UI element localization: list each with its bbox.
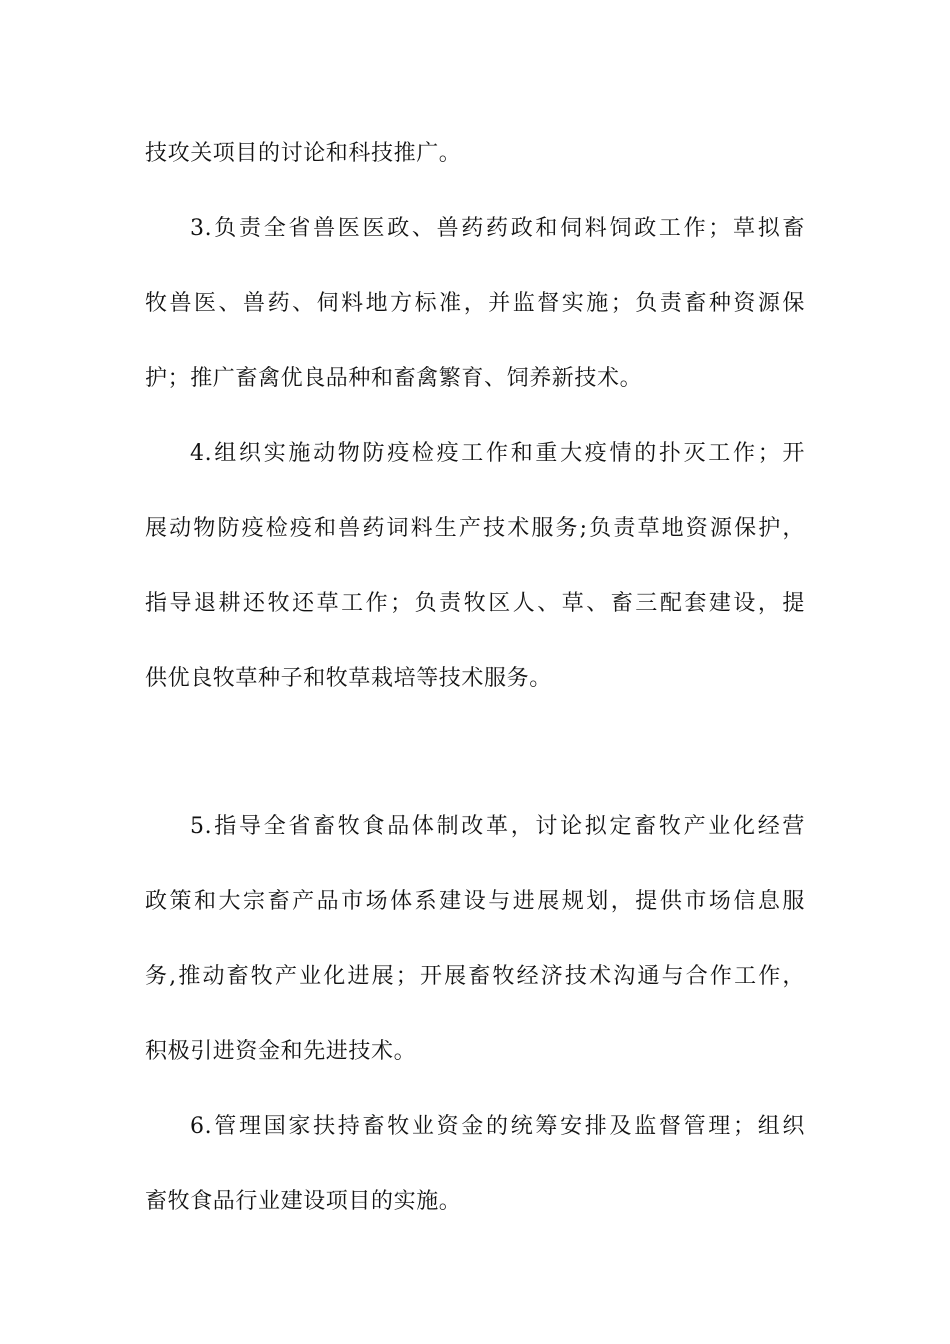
paragraph-3-line-1: 3.负责全省兽医医政、兽药药政和伺料饲政工作；草拟畜 xyxy=(190,216,805,241)
paragraph-4-line-1: 4.组织实施动物防疫检疫工作和重大疫情的扑灭工作；开 xyxy=(190,441,805,466)
paragraph-5-line-3: 务,推动畜牧产业化进展；开展畜牧经济技术沟通与合作工作， xyxy=(145,964,805,989)
paragraph-5-line-4: 积极引进资金和先进技术。 xyxy=(145,1039,417,1064)
paragraph-5-line-1: 5.指导全省畜牧食品体制改革，讨论拟定畜牧产业化经营 xyxy=(190,814,805,839)
paragraph-2-line-end: 技攻关项目的讨论和科技推广。 xyxy=(145,141,462,166)
paragraph-4-line-4: 供优良牧草种子和牧草栽培等技术服务。 xyxy=(145,666,552,691)
paragraph-3-line-2: 牧兽医、兽药、伺料地方标准，并监督实施；负责畜种资源保 xyxy=(145,291,805,316)
paragraph-4-line-2: 展动物防疫检疫和兽药词料生产技术服务;负责草地资源保护， xyxy=(145,516,805,541)
paragraph-3-line-3: 护；推广畜禽优良品种和畜禽繁育、饲养新技术。 xyxy=(145,366,643,391)
paragraph-6-line-2: 畜牧食品行业建设项目的实施。 xyxy=(145,1189,462,1214)
paragraph-6-line-1: 6.管理国家扶持畜牧业资金的统筹安排及监督管理；组织 xyxy=(190,1114,805,1139)
paragraph-5-line-2: 政策和大宗畜产品市场体系建设与进展规划，提供市场信息服 xyxy=(145,889,805,914)
paragraph-4-line-3: 指导退耕还牧还草工作；负责牧区人、草、畜三配套建设，提 xyxy=(145,591,805,616)
